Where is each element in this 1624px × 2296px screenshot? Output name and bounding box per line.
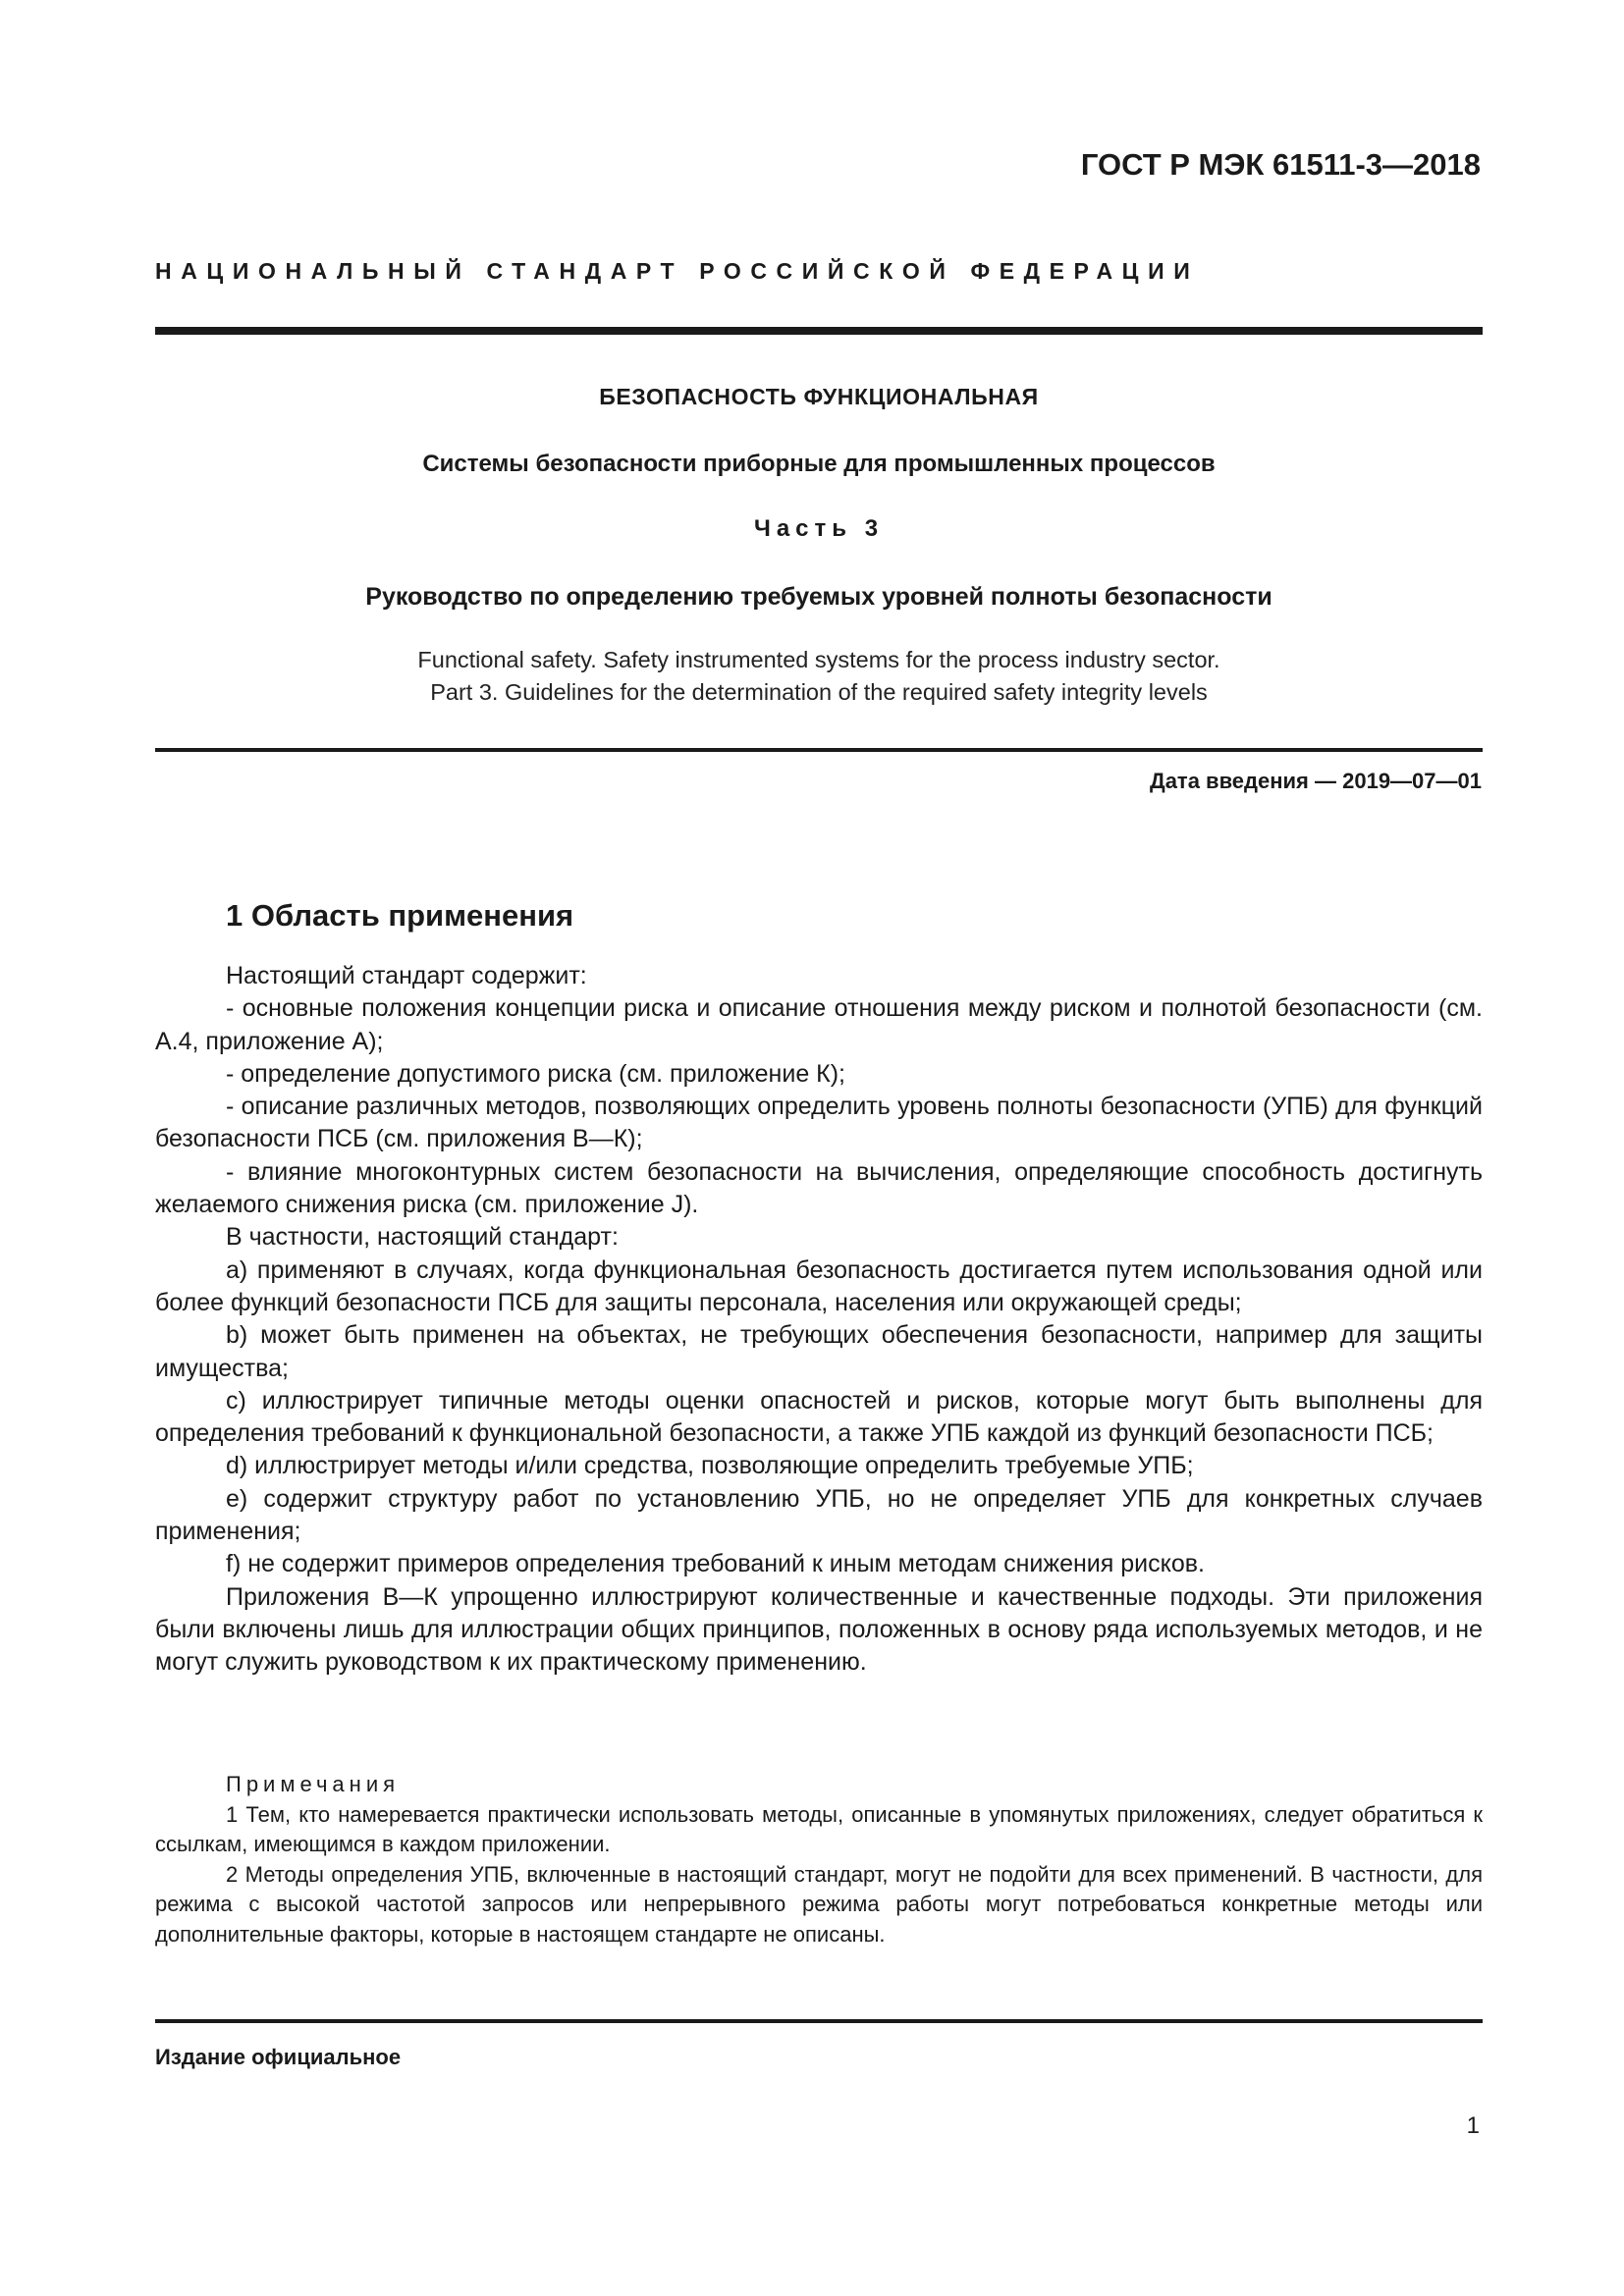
document-title: БЕЗОПАСНОСТЬ ФУНКЦИОНАЛЬНАЯ [599, 384, 1039, 409]
document-subtitle: Системы безопасности приборные для промышленных процессов [422, 451, 1216, 477]
part-title: Руководство по определению требуемых уровней полноты безопасности [365, 583, 1272, 611]
english-title [155, 644, 1483, 709]
paragraph: d) иллюстрирует методы и/или средства, позволяющие определить требуемые УПБ; [226, 1452, 1194, 1480]
paragraph: - определение допустимого риска (см. приложение К); [226, 1059, 846, 1088]
section-body [155, 960, 1483, 1680]
note-item: 1 Тем, кто намеревается практически использовать методы, описанные в упомянутых приложениях, следует обратиться к ссылкам, имеющимся в каждом приложении. [155, 1801, 1483, 1856]
edition-label: Издание официальное [155, 2045, 402, 2069]
paragraph: b) может быть применен на объектах, не требующих обеспечения безопасности, например для защиты имущества; [155, 1321, 1483, 1382]
notes-heading: Примечания [226, 1772, 401, 1796]
english-title-line-1: Functional safety. Safety instrumented systems for the process industry sector. [417, 647, 1220, 672]
footer-divider [155, 2019, 1483, 2023]
page-number: 1 [1466, 2112, 1480, 2139]
paragraph: Настоящий стандарт содержит: [226, 962, 587, 989]
national-standard-banner: НАЦИОНАЛЬНЫЙ СТАНДАРТ РОССИЙСКОЙ ФЕДЕРАЦИИ [155, 258, 1200, 284]
paragraph: Приложения В—К упрощенно иллюстрируют количественные и качественные подходы. Эти приложения были включены лишь для иллюстрации общих принципов, положенных в основу ряда используемых методов, и не могут служить руководством к их практическому применению. [155, 1582, 1483, 1677]
note-item: 2 Методы определения УПБ, включенные в настоящий стандарт, могут не подойти для всех применений. В частности, для режима с высокой частотой запросов или непрерывного режима работы могут потребоваться конкретные методы или дополнительные факторы, которые в настоящем стандарте не описаны. [155, 1861, 1483, 1947]
paragraph: f) не содержит примеров определения требований к иным методам снижения рисков. [226, 1550, 1205, 1578]
paragraph: - основные положения концепции риска и описание отношения между риском и полнотой безопасности (см. А.4, приложение А); [155, 994, 1483, 1055]
paragraph: c) иллюстрирует типичные методы оценки опасностей и рисков, которые могут быть выполнены для определения требований к функциональной безопасности, а также УПБ каждой из функций безопасности ПСБ; [155, 1386, 1483, 1448]
document-part: Часть 3 [753, 515, 885, 542]
introduction-date: Дата введения — 2019—07—01 [1150, 769, 1482, 793]
paragraph: e) содержит структуру работ по установлению УПБ, но не определяет УПБ для конкретных случаев применения; [155, 1484, 1483, 1546]
english-title-line-2: Part 3. Guidelines for the determination of the required safety integrity levels [430, 679, 1208, 705]
paragraph: В частности, настоящий стандарт: [226, 1223, 619, 1252]
section-heading: 1 Область применения [226, 898, 574, 933]
paragraph: - описание различных методов, позволяющих определить уровень полноты безопасности (УПБ) для функций безопасности ПСБ (см. приложения В—К); [155, 1093, 1483, 1153]
title-divider [155, 748, 1483, 752]
header-divider [155, 327, 1483, 335]
standard-number: ГОСТ Р МЭК 61511-3—2018 [1080, 147, 1481, 182]
paragraph: - влияние многоконтурных систем безопасности на вычисления, определяющие способность достигнуть желаемого снижения риска (см. приложение J). [155, 1157, 1483, 1219]
notes-block [155, 1770, 1483, 1949]
paragraph: a) применяют в случаях, когда функциональная безопасность достигается путем использования одной или более функций безопасности ПСБ для защиты персонала, населения или окружающей среды; [155, 1255, 1483, 1316]
